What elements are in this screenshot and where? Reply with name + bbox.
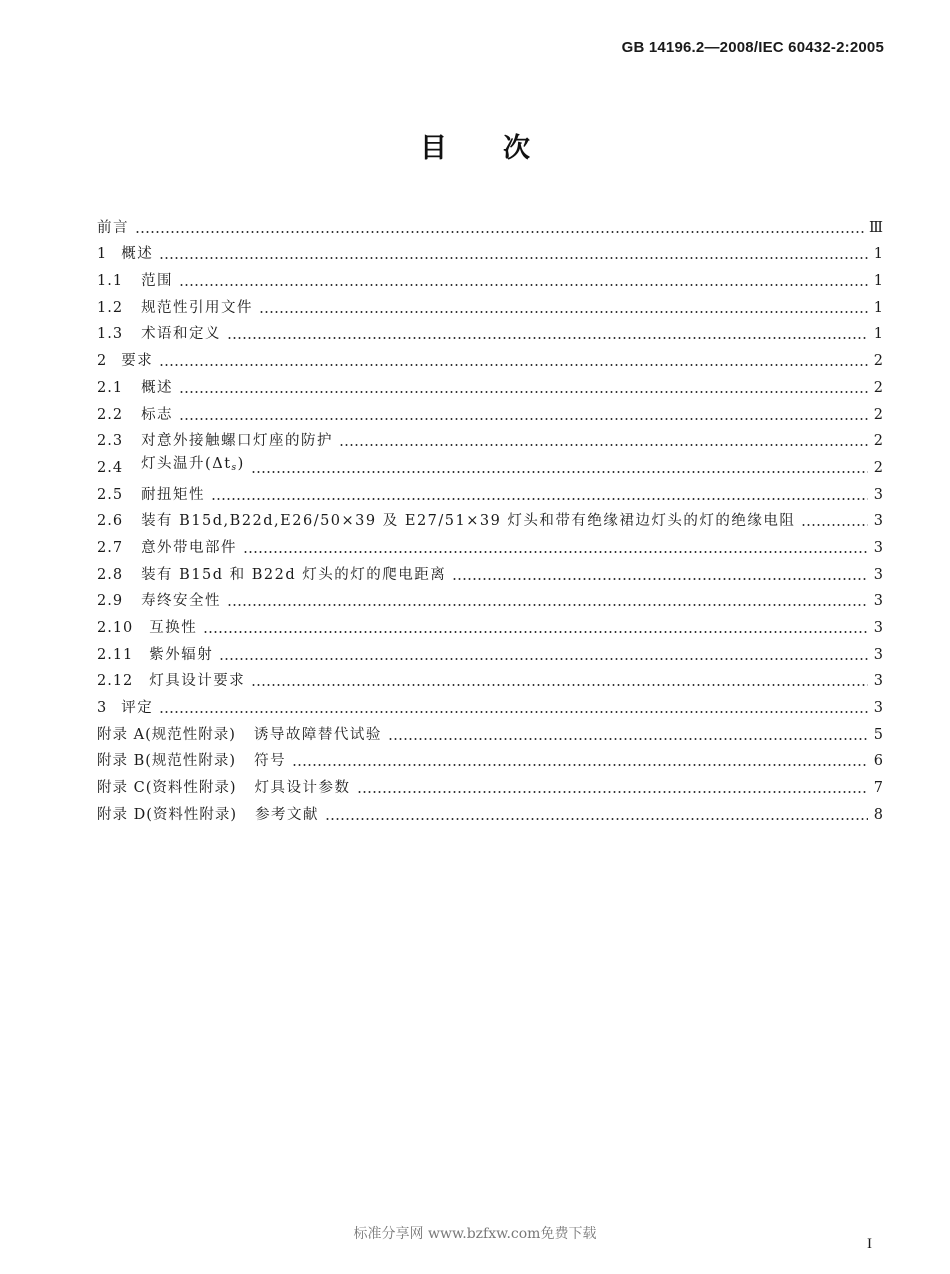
- toc-entry-page: 2: [873, 353, 883, 370]
- toc-entry-label-subscript: s: [231, 462, 238, 473]
- toc-entry-page: 8: [873, 806, 883, 823]
- toc-entry-label: [121, 698, 153, 718]
- toc-entry-number: 2.11: [97, 646, 134, 663]
- toc-entry[interactable]: [97, 451, 883, 478]
- toc-entry[interactable]: [97, 745, 883, 772]
- toc-entry-page: 2: [873, 406, 883, 423]
- toc-entry-number: 1.2: [97, 299, 124, 316]
- toc-entry-page: 1: [873, 246, 883, 263]
- toc-entry-page: 3: [873, 486, 883, 503]
- toc-entry-label: [255, 805, 319, 825]
- toc-entry-label-text: 诱导故障替代试验: [253, 726, 382, 743]
- table-of-contents: [97, 211, 883, 825]
- toc-entry-label-text: 紫外辐射: [149, 646, 214, 663]
- page-title: 目次: [420, 133, 586, 164]
- toc-entry-label: [254, 725, 382, 745]
- toc-entry-label-suffix: ): [237, 455, 245, 472]
- toc-dot-leader: [159, 364, 868, 366]
- toc-dot-leader: [227, 604, 868, 606]
- toc-entry-label-text: 标志: [141, 406, 174, 423]
- toc-entry[interactable]: [97, 238, 883, 265]
- toc-entry[interactable]: [97, 718, 883, 745]
- toc-entry-page: 3: [873, 700, 883, 717]
- toc-entry[interactable]: [97, 665, 883, 692]
- toc-dot-leader: [339, 444, 868, 446]
- toc-entry-label-text: 对意外接触螺口灯座的防护: [141, 433, 334, 450]
- toc-entry-page: 3: [873, 539, 883, 556]
- toc-entry-page: 2: [873, 433, 883, 450]
- toc-entry-label: [141, 324, 221, 344]
- toc-entry-label: [97, 218, 129, 238]
- toc-dot-leader: [203, 631, 868, 633]
- toc-entry[interactable]: [97, 505, 883, 532]
- toc-entry-label-text: 规范性引用文件: [141, 299, 254, 316]
- footer-watermark: 标准分享网 www.bzfxw.com免费下载: [353, 1226, 597, 1242]
- toc-entry-label: [141, 271, 173, 291]
- toc-entry-number: 2.2: [97, 406, 124, 423]
- toc-entry-number: 2.10: [97, 620, 134, 636]
- toc-entry-page: 7: [873, 780, 883, 797]
- toc-dot-leader: [227, 337, 868, 339]
- toc-entry-label: [141, 485, 205, 505]
- toc-entry-label: [121, 351, 153, 371]
- toc-entry-label: [149, 671, 245, 691]
- toc-entry-label-text: 灯具设计参数: [254, 780, 351, 797]
- toc-entry-number: 2.5: [97, 486, 124, 503]
- toc-entry[interactable]: [97, 798, 883, 825]
- toc-entry[interactable]: [97, 771, 883, 798]
- toc-entry-number: 附录 A(规范性附录): [97, 726, 236, 743]
- toc-entry-number: 2.6: [97, 513, 124, 530]
- toc-entry-label-text: 装有 B15d 和 B22d 灯头的灯的爬电距离: [141, 566, 447, 583]
- toc-entry[interactable]: [97, 211, 883, 238]
- toc-dot-leader: [243, 551, 868, 553]
- toc-entry-label: [141, 405, 173, 425]
- toc-entry-label: [141, 538, 237, 558]
- toc-entry-page: 5: [873, 726, 883, 743]
- toc-entry-number: 2: [97, 353, 108, 370]
- toc-entry-label-text: 概述: [141, 379, 174, 396]
- toc-entry-label: [149, 618, 197, 638]
- toc-entry-number: 2.1: [97, 379, 124, 396]
- toc-dot-leader: [251, 471, 868, 473]
- toc-entry-label-text: 耐扭矩性: [141, 486, 206, 503]
- toc-dot-leader: [219, 658, 868, 660]
- toc-entry-page: 1: [873, 273, 883, 290]
- toc-entry-page: 1: [873, 326, 883, 343]
- toc-entry[interactable]: [97, 531, 883, 558]
- toc-entry-label-text: 寿终安全性: [141, 593, 222, 610]
- toc-entry-number: 2.12: [97, 673, 134, 690]
- toc-entry[interactable]: [97, 291, 883, 318]
- toc-dot-leader: [251, 684, 868, 686]
- toc-entry[interactable]: [97, 371, 883, 398]
- toc-dot-leader: [357, 791, 868, 793]
- toc-entry-page: 3: [873, 513, 883, 530]
- toc-dot-leader: [259, 311, 868, 313]
- toc-entry-label: [141, 591, 221, 611]
- toc-entry-label: [141, 431, 333, 451]
- standard-code: GB 14196.2—2008/IEC 60432-2:2005: [621, 39, 884, 56]
- toc-entry-page: 3: [873, 620, 883, 636]
- toc-entry-label: [141, 454, 245, 478]
- toc-entry-page: 1: [873, 299, 883, 316]
- toc-entry-page: 2: [873, 459, 883, 476]
- toc-entry-label-text: 灯头温升(Δt: [141, 455, 232, 472]
- toc-entry-label: [255, 778, 351, 798]
- toc-entry-label: [121, 244, 153, 264]
- toc-entry-label: [149, 645, 213, 665]
- toc-entry[interactable]: [97, 344, 883, 371]
- toc-entry-number: 1.1: [97, 273, 124, 290]
- toc-entry-number: 2.7: [97, 539, 124, 556]
- toc-entry-page: 6: [873, 753, 883, 770]
- toc-entry-number: 2.3: [97, 433, 124, 450]
- toc-entry-number: 附录 B(规范性附录): [97, 753, 237, 770]
- toc-entry-label-text: 前言: [97, 219, 129, 236]
- toc-entry-page: Ⅲ: [869, 219, 883, 236]
- toc-entry-label-text: 意外带电部件: [141, 539, 238, 556]
- toc-entry-label-text: 灯具设计要求: [149, 673, 246, 690]
- toc-entry-label: [141, 298, 253, 318]
- toc-entry[interactable]: [97, 558, 883, 585]
- toc-entry[interactable]: [97, 478, 883, 505]
- toc-entry[interactable]: [97, 638, 883, 665]
- toc-dot-leader: [179, 391, 868, 393]
- toc-entry-label-text: 符号: [254, 753, 287, 770]
- toc-entry[interactable]: [97, 585, 883, 612]
- toc-dot-leader: [211, 498, 868, 500]
- toc-entry-page: 2: [873, 379, 883, 396]
- toc-entry-label: [254, 751, 286, 771]
- toc-dot-leader: [452, 578, 868, 580]
- toc-entry[interactable]: [97, 398, 883, 425]
- toc-entry-label-text: 参考文献: [255, 806, 320, 823]
- toc-dot-leader: [179, 284, 868, 286]
- toc-entry-number: 2.4: [97, 459, 124, 476]
- toc-entry-label-text: 概述: [121, 246, 154, 263]
- toc-entry-label-text: 评定: [121, 700, 154, 717]
- toc-entry-label-text: 装有 B15d,B22d,E26/50×39 及 E27/51×39 灯头和带有绝缘裙边灯头的灯的绝缘电阻: [141, 513, 796, 530]
- toc-dot-leader: [179, 418, 868, 420]
- toc-entry[interactable]: [97, 264, 883, 291]
- toc-entry[interactable]: [97, 691, 883, 718]
- toc-entry-label: [141, 378, 173, 398]
- toc-dot-leader: [388, 738, 868, 740]
- toc-entry-label: [141, 511, 795, 531]
- toc-dot-leader: [135, 231, 864, 233]
- toc-entry-number: 附录 C(资料性附录): [97, 780, 237, 797]
- toc-entry-label-text: 术语和定义: [141, 326, 222, 343]
- toc-entry-page: 3: [873, 593, 883, 610]
- toc-entry-number: 3: [97, 700, 108, 717]
- toc-entry-number: 1.3: [97, 326, 124, 343]
- toc-dot-leader: [159, 711, 868, 713]
- toc-entry-number: 附录 D(资料性附录): [97, 806, 238, 823]
- toc-entry-number: 1: [97, 246, 108, 263]
- toc-entry-number: 2.9: [97, 593, 124, 610]
- toc-entry-label: [141, 565, 446, 585]
- toc-entry-page: 3: [873, 646, 883, 663]
- toc-dot-leader: [325, 818, 868, 820]
- toc-entry[interactable]: [97, 318, 883, 345]
- toc-entry[interactable]: [97, 611, 883, 638]
- toc-entry[interactable]: [97, 425, 883, 452]
- toc-dot-leader: [292, 764, 868, 766]
- toc-entry-label-text: 要求: [121, 353, 154, 370]
- toc-entry-page: 3: [873, 673, 883, 690]
- toc-entry-page: 3: [873, 566, 883, 583]
- toc-entry-label-text: 互换性: [149, 620, 198, 636]
- toc-dot-leader: [801, 524, 868, 526]
- page-number: I: [867, 1236, 872, 1252]
- toc-entry-number: 2.8: [97, 566, 124, 583]
- toc-entry-label-text: 范围: [141, 273, 174, 290]
- toc-dot-leader: [159, 257, 868, 259]
